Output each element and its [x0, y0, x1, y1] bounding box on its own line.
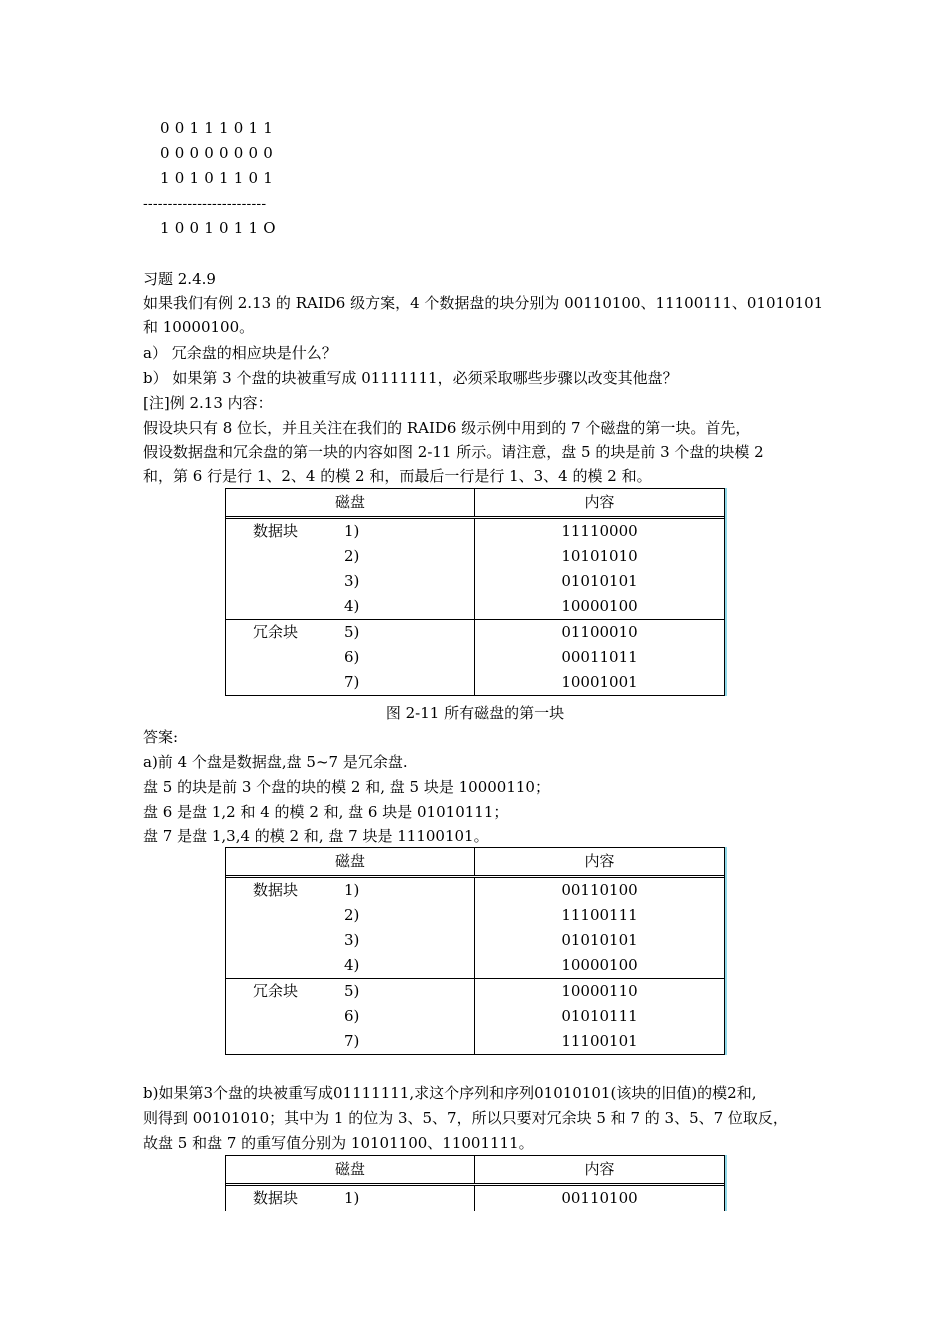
disk-content: 00110100 — [561, 881, 638, 899]
disk-content: 11100111 — [561, 906, 638, 924]
data-block-label: 数据块 — [253, 881, 299, 899]
data-block-group — [226, 519, 724, 619]
redundant-block-label: 冗余块 — [253, 982, 299, 1000]
disk-content: 00110100 — [561, 1189, 638, 1207]
table-header — [226, 489, 724, 519]
answer-b-line-1: b)如果第3个盘的块被重写成01111111,求这个序列和序列01010101(该块的旧值)的模2和, — [143, 1084, 757, 1102]
disk-number: 7) — [344, 1032, 360, 1050]
note-line-1: 假设块只有 8 位长，并且关注在我们的 RAID6 级示例中用到的 7 个磁盘的第一块。首先， — [143, 419, 751, 437]
sum-separator: ------------------------- — [143, 196, 267, 212]
header-content: 内容 — [584, 493, 615, 511]
answer-b-table — [225, 1155, 725, 1211]
answer-a-line-3: 盘 6 是盘 1,2 和 4 的模 2 和, 盘 6 块是 01010111； — [143, 803, 509, 821]
note-title: [注]例 2.13 内容： — [143, 394, 273, 412]
header-content: 内容 — [584, 1160, 615, 1178]
binary-result: 1001011O — [160, 219, 281, 237]
disk-number: 6) — [344, 1007, 360, 1025]
exercise-body-line-2: 和 10000100。 — [143, 318, 255, 336]
table-header — [226, 1156, 724, 1186]
disk-number: 4) — [344, 597, 360, 615]
answer-b-line-2: 则得到 00101010；其中为 1 的位为 3、5、7，所以只要对冗余块 5 和 7 的 3、5、7 位取反， — [143, 1109, 788, 1127]
disk-number: 5) — [344, 623, 360, 641]
question-a: a） 冗余盘的相应块是什么？ — [143, 344, 337, 362]
disk-content: 11100101 — [561, 1032, 638, 1050]
disk-content: 10101010 — [561, 547, 638, 565]
table-header — [226, 848, 724, 878]
redundant-block-group — [226, 978, 724, 1054]
exercise-body-line-1: 如果我们有例 2.13 的 RAID6 级方案，4 个数据盘的块分别为 00110100、11100111、01010101 — [143, 294, 824, 312]
redundant-block-group — [226, 619, 724, 695]
binary-row-1: 00111011 — [160, 119, 278, 137]
data-block-group — [226, 878, 724, 978]
note-line-3: 和，第 6 行是行 1、2、4 的模 2 和，而最后一行是行 1、3、4 的模 2 和。 — [143, 467, 652, 485]
header-content: 内容 — [584, 852, 615, 870]
binary-row-2: 00000000 — [160, 144, 278, 162]
redundant-block-label: 冗余块 — [253, 623, 299, 641]
disk-number: 1) — [344, 881, 360, 899]
data-block-group — [226, 1186, 724, 1211]
data-block-label: 数据块 — [253, 1189, 299, 1207]
disk-number: 5) — [344, 982, 360, 1000]
answer-b-line-3: 故盘 5 和盘 7 的重写值分别为 10101100、11001111。 — [143, 1134, 534, 1152]
disk-content: 10000100 — [561, 597, 638, 615]
disk-content: 10000100 — [561, 956, 638, 974]
header-disk: 磁盘 — [226, 848, 475, 875]
answer-title: 答案: — [143, 728, 179, 746]
disk-number: 2) — [344, 547, 360, 565]
disk-content: 11110000 — [561, 522, 638, 540]
answer-a-line-4: 盘 7 是盘 1,3,4 的模 2 和, 盘 7 块是 11100101。 — [143, 827, 489, 845]
exercise-title: 习题 2.4.9 — [143, 270, 216, 288]
disk-number: 1) — [344, 1189, 360, 1207]
disk-content: 01100010 — [561, 623, 638, 641]
data-block-label: 数据块 — [253, 522, 299, 540]
answer-a-table — [225, 847, 725, 1055]
disk-content: 10001001 — [561, 673, 638, 691]
disk-number: 2) — [344, 906, 360, 924]
binary-row-3: 10101101 — [160, 169, 278, 187]
disk-content: 00011011 — [561, 648, 638, 666]
disk-content: 01010111 — [561, 1007, 638, 1025]
figure-2-11-table — [225, 488, 725, 696]
figure-caption: 图 2-11 所有磁盘的第一块 — [385, 704, 565, 722]
disk-number: 6) — [344, 648, 360, 666]
header-disk: 磁盘 — [226, 1156, 475, 1183]
disk-content: 10000110 — [561, 982, 638, 1000]
disk-number: 7) — [344, 673, 360, 691]
header-disk: 磁盘 — [226, 489, 475, 516]
question-b: b） 如果第 3 个盘的块被重写成 01111111，必须采取哪些步骤以改变其他盘？ — [143, 369, 678, 387]
disk-number: 1) — [344, 522, 360, 540]
disk-number: 4) — [344, 956, 360, 974]
disk-content: 01010101 — [561, 572, 638, 590]
disk-number: 3) — [344, 931, 360, 949]
answer-a-line-1: a)前 4 个盘是数据盘,盘 5~7 是冗余盘. — [143, 753, 408, 771]
answer-a-line-2: 盘 5 的块是前 3 个盘的块的模 2 和, 盘 5 块是 10000110； — [143, 778, 550, 796]
disk-number: 3) — [344, 572, 360, 590]
note-line-2: 假设数据盘和冗余盘的第一块的内容如图 2-11 所示。请注意，盘 5 的块是前 3 个盘的块模 2 — [143, 443, 764, 461]
disk-content: 01010101 — [561, 931, 638, 949]
